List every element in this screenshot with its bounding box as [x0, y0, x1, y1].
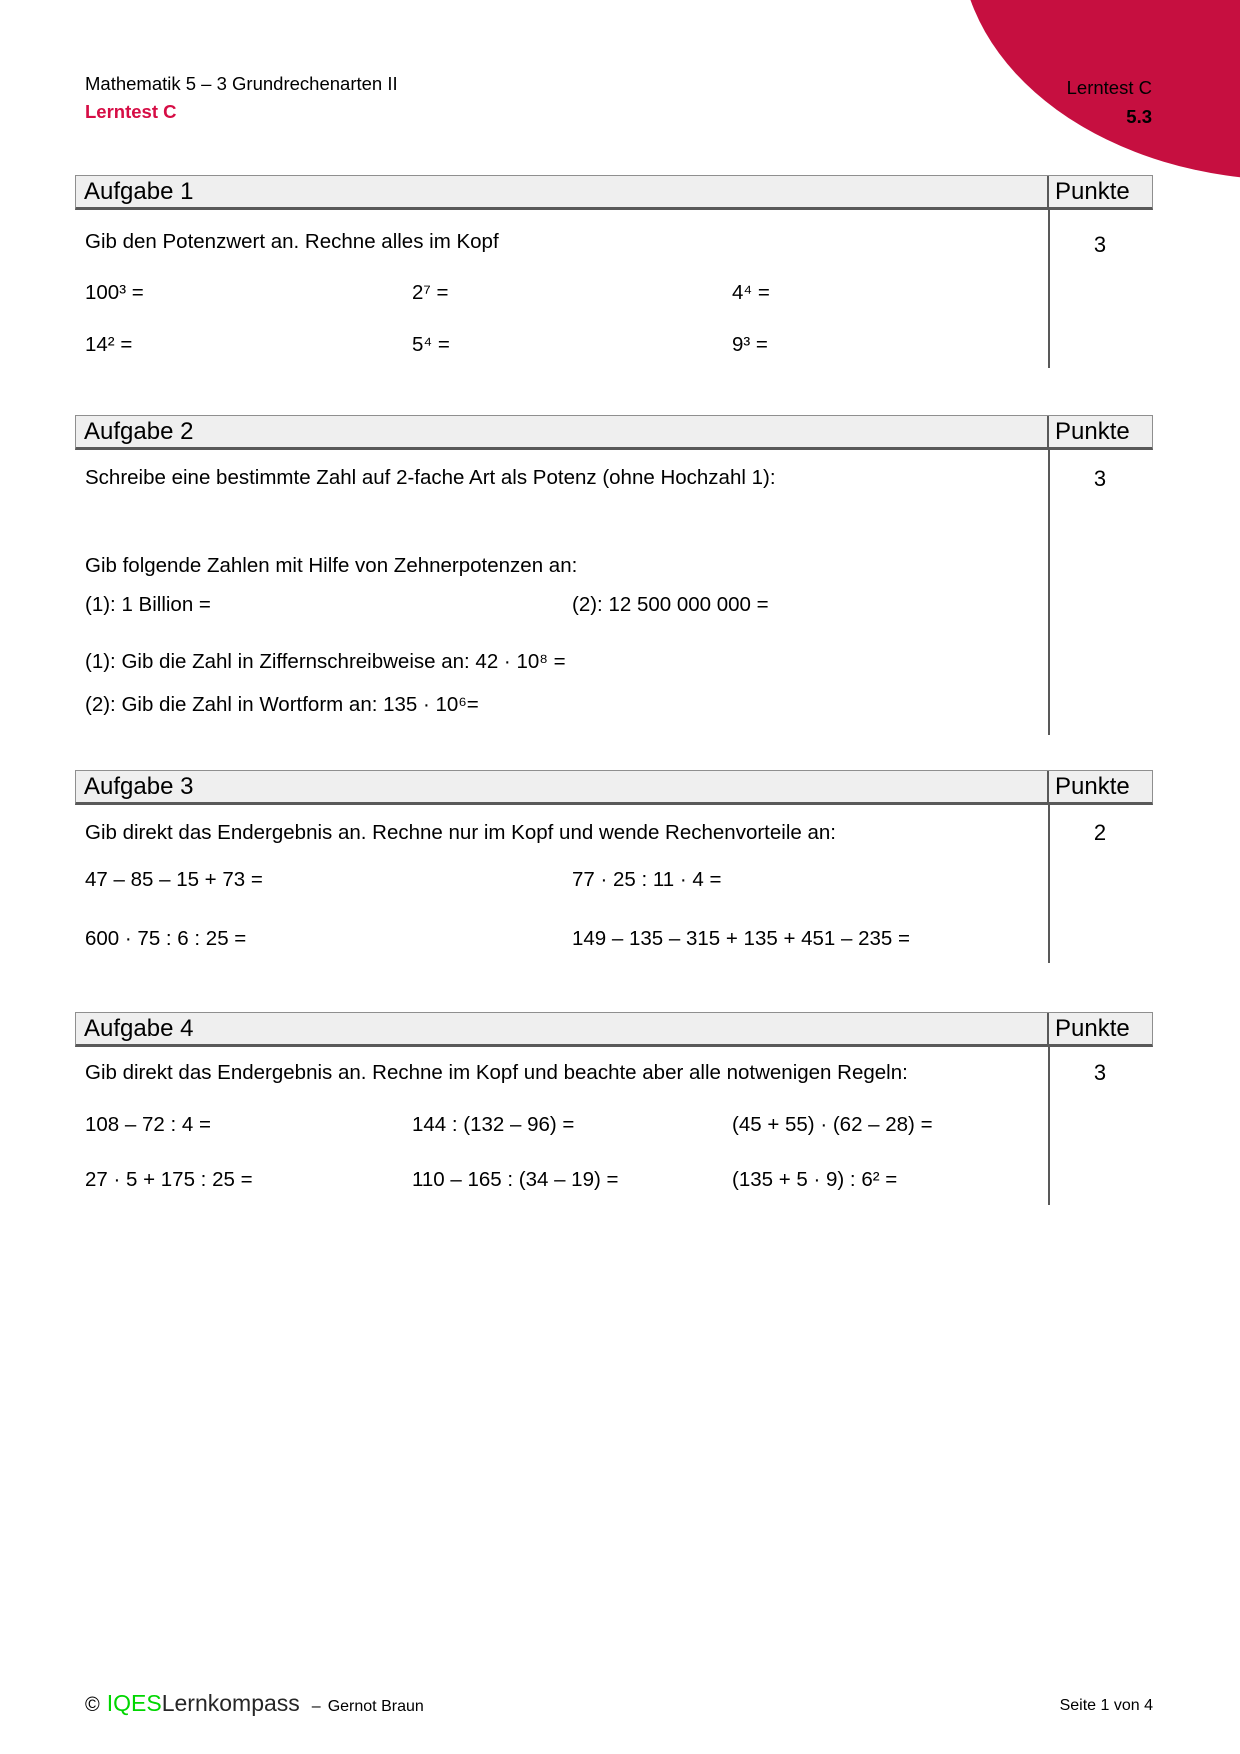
math-expression: 9³ = [732, 333, 768, 356]
math-expression: 2⁷ = [412, 281, 449, 304]
math-expression: 144 : (132 – 96) = [412, 1113, 575, 1136]
copyright-icon: © [85, 1694, 100, 1716]
task-3-points-value: 2 [1093, 820, 1107, 845]
lernkompass-logo-text: Lernkompass [161, 1690, 300, 1716]
task-2-header-row [75, 415, 1153, 450]
task-2-points-value: 3 [1093, 466, 1107, 491]
test-title: Lerntest C [85, 101, 177, 123]
task-2-instruction: Schreibe eine bestimmte Zahl auf 2-fache Art als Potenz (ohne Hochzahl 1): [85, 466, 776, 489]
math-expression: 14² = [85, 333, 133, 356]
task-2-points-divider [1048, 450, 1050, 735]
task-1-points-header: Punkte [1047, 176, 1152, 207]
iqes-logo-text: IQES [106, 1690, 162, 1716]
task-4-points-value: 3 [1093, 1060, 1107, 1085]
math-expression: (45 + 55) · (62 – 28) = [732, 1113, 933, 1136]
author-dash: – [311, 1698, 321, 1715]
math-expression: 77 · 25 : 11 · 4 = [572, 868, 722, 891]
math-expression: 4⁴ = [732, 281, 770, 304]
math-expression: (135 + 5 · 9) : 6² = [732, 1168, 898, 1191]
corner-badge [1067, 76, 1152, 130]
task-4-header-row [75, 1012, 1153, 1047]
task-4-instruction: Gib direkt das Endergebnis an. Rechne im Kopf und beachte aber alle notwenigen Regeln: [85, 1061, 908, 1084]
math-expression: 47 – 85 – 15 + 73 = [85, 868, 263, 891]
math-expression: 600 · 75 : 6 : 25 = [85, 927, 247, 950]
task-4-body [75, 1047, 1153, 1205]
task-3-instruction: Gib direkt das Endergebnis an. Rechne nur im Kopf und wende Rechenvorteile an: [85, 821, 836, 844]
page-indicator: Seite 1 von 4 [1059, 1697, 1153, 1714]
task-aufgabe-4 [75, 1012, 1153, 1205]
task-1-instruction: Gib den Potenzwert an. Rechne alles im Kopf [85, 230, 499, 253]
task-aufgabe-3 [75, 770, 1153, 963]
math-expression: (1): 1 Billion = [85, 593, 211, 616]
author-name: Gernot Braun [327, 1698, 424, 1715]
math-expression: 27 · 5 + 175 : 25 = [85, 1168, 253, 1191]
task-2-zehner-intro: Gib folgende Zahlen mit Hilfe von Zehnerpotenzen an: [85, 554, 578, 577]
math-expression: (2): Gib die Zahl in Wortform an: 135 · 10⁶= [85, 693, 479, 716]
task-3-points-header: Punkte [1047, 771, 1152, 802]
task-3-body [75, 805, 1153, 963]
math-expression: 108 – 72 : 4 = [85, 1113, 211, 1136]
badge-test-label: Lerntest C [1066, 77, 1152, 98]
task-3-header-row [75, 770, 1153, 805]
badge-section-number: 5.3 [1126, 105, 1152, 127]
task-4-title: Aufgabe 4 [84, 1015, 194, 1042]
task-aufgabe-1 [75, 175, 1153, 368]
math-expression: (2): 12 500 000 000 = [572, 593, 769, 616]
task-2-body [75, 450, 1153, 735]
math-expression: 100³ = [85, 281, 144, 304]
task-aufgabe-2 [75, 415, 1153, 735]
task-1-title: Aufgabe 1 [84, 178, 194, 205]
task-2-title: Aufgabe 2 [84, 418, 194, 445]
footer [85, 1690, 424, 1717]
document-header [85, 72, 398, 124]
task-1-body [75, 210, 1153, 368]
task-3-title: Aufgabe 3 [84, 773, 194, 800]
task-1-header-row [75, 175, 1153, 210]
math-expression: (1): Gib die Zahl in Ziffernschreibweise an: 42 · 10⁸ = [85, 650, 566, 673]
course-title: Mathematik 5 – 3 Grundrechenarten II [85, 73, 398, 94]
task-2-points-header: Punkte [1047, 416, 1152, 447]
math-expression: 5⁴ = [412, 333, 450, 356]
math-expression: 110 – 165 : (34 – 19) = [412, 1168, 619, 1191]
task-4-points-header: Punkte [1047, 1013, 1152, 1044]
task-1-points-value: 3 [1093, 232, 1107, 257]
math-expression: 149 – 135 – 315 + 135 + 451 – 235 = [572, 927, 910, 950]
